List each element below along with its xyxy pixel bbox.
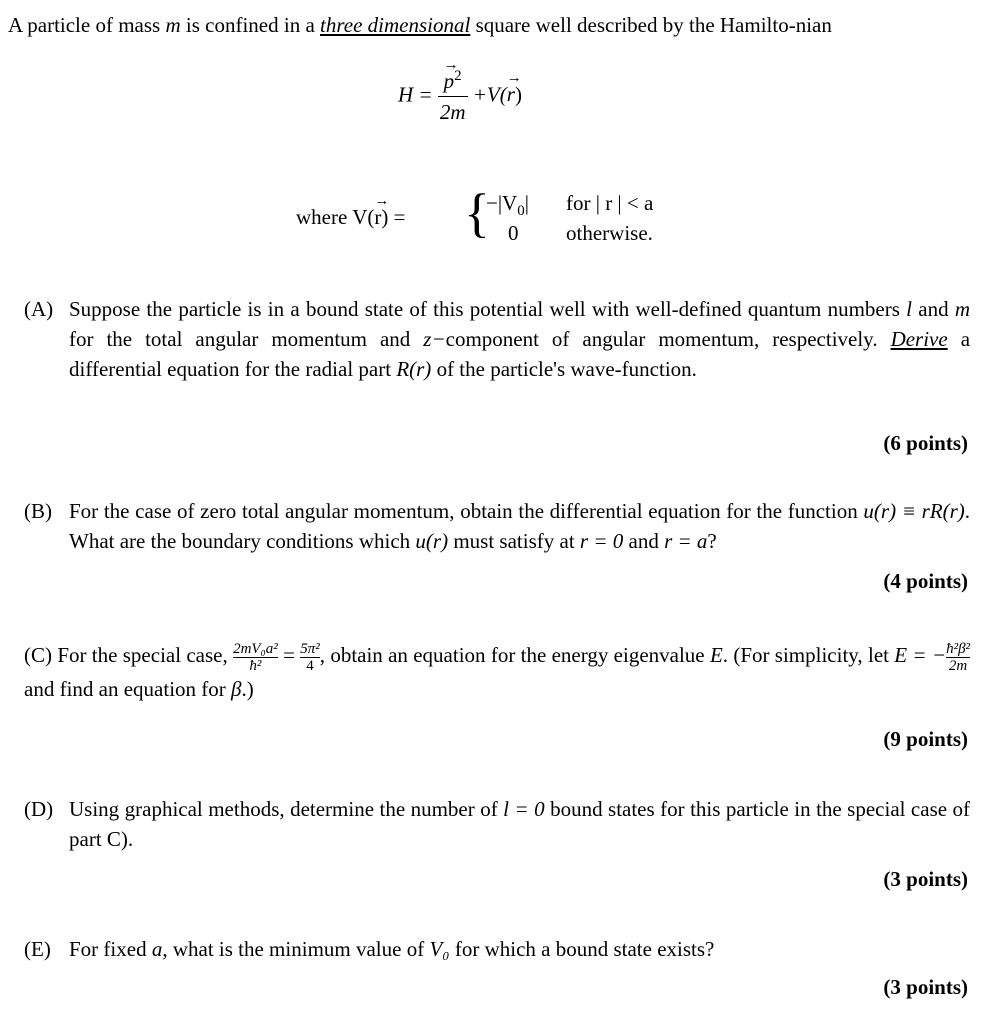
part-c-text-4: and find an equation for: [24, 676, 226, 701]
special-case-fraction: [233, 641, 278, 674]
part-a-text-4: component of angular momentum, respectively.: [445, 327, 878, 351]
hamiltonian-denominator: 2m: [439, 100, 466, 124]
hamiltonian-equation: [398, 66, 618, 146]
part-c-points: (9 points): [883, 727, 968, 751]
part-a-text-1: Suppose the particle is in a bound state of this potential well with well-defined quantum numbers: [69, 297, 900, 321]
equals-sign: =: [283, 643, 295, 667]
beta-symbol: β: [231, 676, 242, 701]
z-symbol: z−: [423, 327, 446, 351]
part-e: [24, 934, 970, 964]
momentum-vector: → p: [444, 66, 455, 96]
position-vector: → r: [507, 79, 515, 109]
case1-value: −|V: [486, 191, 518, 215]
l-equals-zero: l = 0: [503, 797, 545, 821]
l-symbol: l: [906, 297, 912, 321]
part-a-emphasis: Derive: [890, 327, 948, 351]
frac2-numerator: 5π²: [300, 640, 320, 657]
part-d-points: (3 points): [883, 867, 968, 891]
u-symbol: u(r): [415, 529, 449, 553]
case1-subscript: 0: [517, 203, 525, 220]
part-d-text-1: Using graphical methods, determine the number of: [69, 797, 498, 821]
part-b-body: [69, 496, 970, 556]
part-c-text-1: For the special case,: [57, 643, 228, 667]
frac3-denominator: 2m: [948, 657, 968, 674]
potential-lhs-close: ) =: [381, 205, 406, 229]
part-b: [24, 496, 970, 556]
part-e-text-1: For fixed: [69, 937, 147, 961]
part-a-text-3: for the total angular momentum and: [69, 327, 411, 351]
potential-term: +V(: [472, 82, 507, 107]
part-c-text-3: . (For simplicity, let: [722, 643, 889, 667]
part-c-body: [24, 640, 970, 704]
intro-text-3: square well described by the Hamilto-nian: [475, 13, 832, 37]
part-a-body: [69, 294, 970, 384]
m-symbol: m: [954, 297, 970, 321]
part-b-text-4: and: [628, 529, 659, 553]
part-d-label: (D): [24, 797, 54, 821]
momentum-power: 2: [454, 68, 462, 84]
case-brace: {: [464, 183, 490, 243]
intro-text-1: A particle of mass: [8, 13, 161, 37]
u-definition: u(r) ≡ rR(r): [863, 499, 965, 523]
case2-condition: otherwise.: [566, 221, 653, 245]
part-b-text-5: ?: [707, 529, 717, 553]
part-e-body: [69, 934, 970, 964]
intro-paragraph: [8, 10, 970, 40]
part-e-text-3: for which a bound state exists?: [454, 937, 715, 961]
part-e-points: (3 points): [883, 975, 968, 999]
r-zero: r = 0: [579, 529, 624, 553]
part-a-text-2: and: [918, 297, 949, 321]
frac3-numerator: ħ²β²: [946, 640, 971, 657]
part-d-text-2: bound states for this particle in the special case of part C).: [69, 797, 971, 851]
energy-symbol: E: [709, 643, 723, 667]
intro-text-2: is confined in a: [185, 13, 315, 37]
part-e-text-2: , what is the minimum value of: [162, 937, 425, 961]
hamiltonian-lhs: H =: [398, 82, 433, 107]
part-b-text-2: . What are the boundary conditions which: [69, 499, 970, 553]
part-a: [24, 294, 970, 384]
part-b-text-1: For the case of zero total angular momentum, obtain the differential equation for the function: [69, 499, 858, 523]
frac1-denominator: ħ²: [249, 657, 262, 674]
part-e-label: (E): [24, 937, 51, 961]
mass-symbol: m: [165, 13, 181, 37]
energy-fraction: [946, 641, 970, 674]
part-c-label: (C): [24, 643, 52, 667]
part-a-label: (A): [24, 297, 54, 321]
case2-value: 0: [508, 221, 519, 245]
part-d-body: [69, 794, 970, 854]
potential-close: ): [514, 82, 522, 107]
frac1-numerator: 2mV₀a²: [233, 640, 278, 657]
r-a: r = a: [664, 529, 708, 553]
radial-function: R(r): [396, 357, 432, 381]
where-label: where: [296, 205, 348, 229]
part-c-text-5: .): [241, 676, 254, 701]
part-b-label: (B): [24, 499, 52, 523]
part-c: [24, 640, 970, 704]
five-pi-fraction: [300, 641, 320, 674]
v0-symbol: V₀: [429, 937, 450, 961]
hamiltonian-fraction: [438, 66, 468, 127]
part-a-text-5: a differential equation for the radial part: [69, 327, 971, 381]
potential-r-vector: → r: [374, 202, 381, 232]
frac2-denominator: 4: [306, 657, 314, 674]
intro-emphasis: three dimensional: [320, 13, 471, 37]
case1-value-close: |: [524, 191, 529, 215]
part-a-points: (6 points): [883, 431, 968, 455]
part-a-text-6: of the particle's wave-function.: [436, 357, 697, 381]
potential-lhs: V(: [352, 205, 375, 229]
part-c-text-2: , obtain an equation for the energy eigenvalue: [319, 643, 705, 667]
case1-condition: for | r | < a: [566, 191, 654, 215]
part-b-points: (4 points): [883, 569, 968, 593]
energy-lhs: E = −: [894, 643, 947, 667]
potential-definition: [296, 184, 696, 254]
a-symbol: a: [151, 937, 163, 961]
part-d: [24, 794, 970, 854]
part-b-text-3: must satisfy at: [453, 529, 575, 553]
